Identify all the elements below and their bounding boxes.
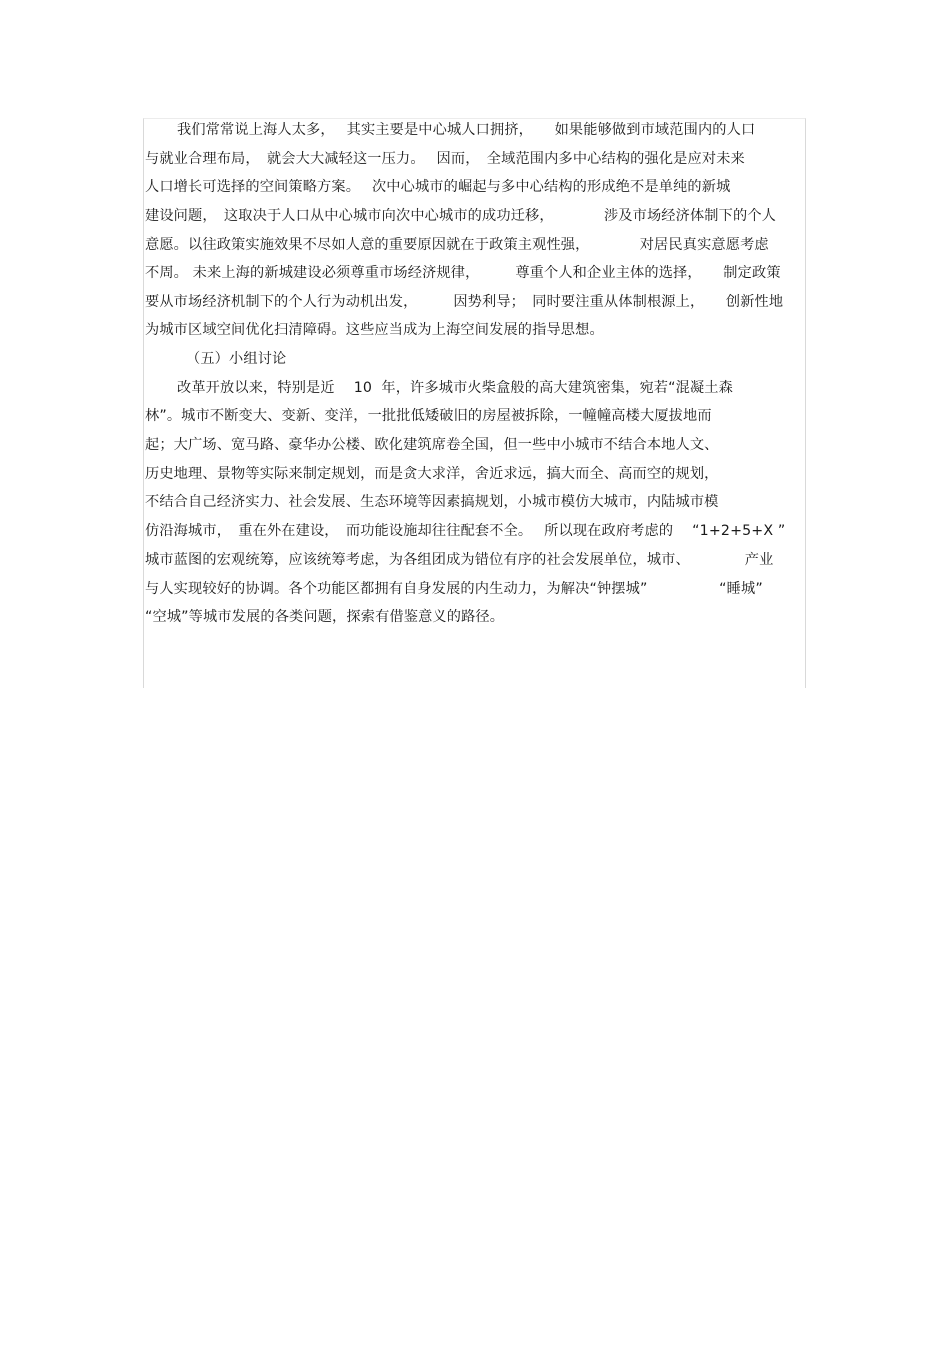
- section-heading: （五）小组讨论: [186, 351, 287, 367]
- paragraph-1-line-4: 建设问题， 这取决于人口从中心城市向次中心城市的成功迁移， 涉及市场经济体制下的个人: [145, 208, 776, 224]
- paragraph-2-line-3: 起；大广场、宽马路、豪华办公楼、欧化建筑席卷全国，但一些中小城市不结合本地人文、: [145, 437, 719, 453]
- paragraph-2-line-6: 仿沿海城市， 重在外在建设， 而功能设施却往往配套不全。 所以现在政府考虑的 “1+2+5+X ”: [145, 523, 786, 539]
- paragraph-2-line-4: 历史地理、景物等实际来制定规划，而是贪大求洋，舍近求远，搞大而全、高而空的规划，: [145, 466, 719, 482]
- paragraph-2-line-8: 与人实现较好的协调。各个功能区都拥有自身发展的内生动力，为解决“钟摆城” “睡城”: [145, 581, 763, 597]
- paragraph-2-line-9: “空城”等城市发展的各类问题，探索有借鉴意义的路径。: [145, 609, 505, 625]
- paragraph-1-line-8: 为城市区域空间优化扫清障碍。这些应当成为上海空间发展的指导思想。: [145, 322, 604, 338]
- paragraph-2-line-2: 林”。城市不断变大、变新、变洋，一批批低矮破旧的房屋被拆除，一幢幢高楼大厦拔地而: [145, 408, 712, 424]
- paragraph-1-line-1: 我们常常说上海人太多， 其实主要是中心城人口拥挤， 如果能够做到市域范围内的人口: [177, 122, 756, 138]
- paragraph-2-line-1: 改革开放以来，特别是近 10 年，许多城市火柴盒般的高大建筑密集，宛若“混凝土森: [177, 380, 733, 396]
- paragraph-2-line-5: 不结合自己经济实力、社会发展、生态环境等因素搞规划，小城市模仿大城市，内陆城市模: [145, 494, 719, 510]
- paragraph-1-line-3: 人口增长可选择的空间策略方案。 次中心城市的崛起与多中心结构的形成绝不是单纯的新城: [145, 179, 731, 195]
- paragraph-1-line-6: 不周。 未来上海的新城建设必须尊重市场经济规律， 尊重个人和企业主体的选择， 制定政策: [145, 265, 781, 281]
- paragraph-1-line-2: 与就业合理布局， 就会大大减轻这一压力。 因而， 全域范围内多中心结构的强化是应对未来: [145, 151, 745, 167]
- paragraph-2-line-7: 城市蓝图的宏观统筹，应该统筹考虑，为各组团成为错位有序的社会发展单位，城市、 产业: [145, 552, 774, 568]
- paragraph-1-line-7: 要从市场经济机制下的个人行为动机出发， 因势利导； 同时要注重从体制根源上， 创新性地: [145, 294, 784, 310]
- paragraph-1-line-5: 意愿。以往政策实施效果不尽如人意的重要原因就在于政策主观性强， 对居民真实意愿考虑: [145, 237, 769, 253]
